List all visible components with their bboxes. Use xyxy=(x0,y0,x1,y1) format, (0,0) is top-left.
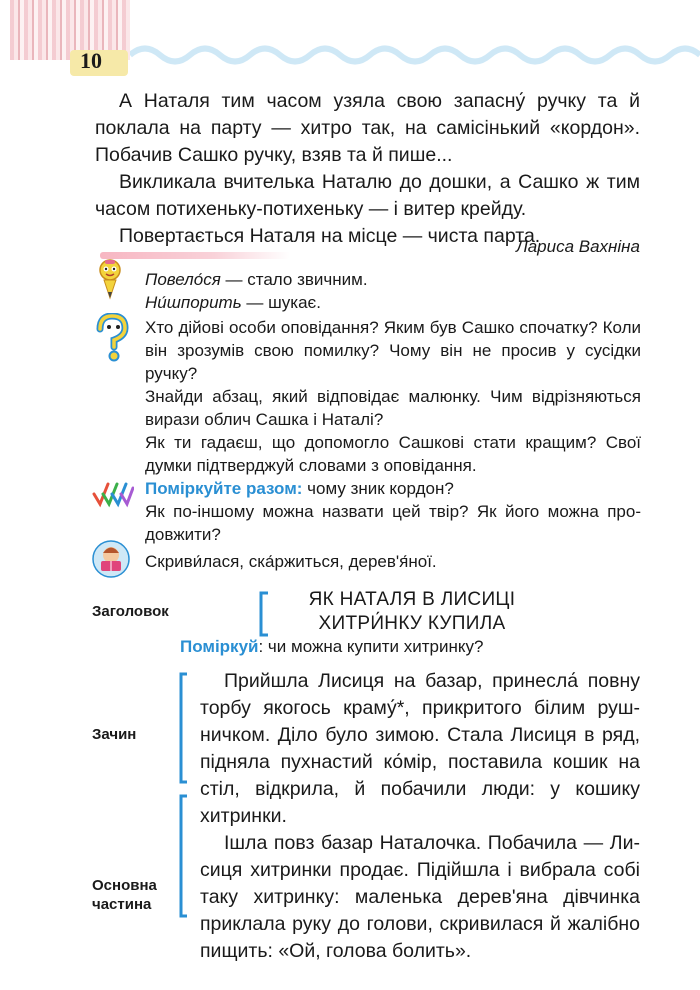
story-text xyxy=(95,88,640,250)
label-main-line: Основна xyxy=(92,877,157,894)
label-title: Заголовок xyxy=(92,603,169,620)
question-item: Хто дійові особи оповідання? Яким був Сашко спочатку? Коли він зрозумів свою помилку? Чому він не просив у сусідки ручку? xyxy=(145,318,641,383)
page-number: 10 xyxy=(80,48,102,73)
header-wave-decoration xyxy=(130,40,700,70)
think-prompt xyxy=(180,637,483,657)
glossary-term: Ни́шпорить xyxy=(145,293,242,312)
checkmarks-icon xyxy=(92,480,134,508)
reading-words: Скриви́лася, ска́ржиться, дерев'я́ної. xyxy=(145,552,437,571)
pencil-icon xyxy=(96,258,124,300)
glossary-item xyxy=(145,291,368,314)
pink-ribbon-decoration xyxy=(100,252,290,259)
discuss-label: Поміркуйте разом: xyxy=(145,479,303,498)
question-mark-icon xyxy=(92,313,130,363)
author-name: Лариса Вахніна xyxy=(516,237,640,256)
glossary-item xyxy=(145,268,368,291)
intro-bracket xyxy=(178,672,188,784)
questions-block xyxy=(145,316,641,546)
tale-title-line: ХИТРИ́НКУ КУПИЛА xyxy=(318,613,506,634)
label-intro: Зачин xyxy=(92,726,137,743)
question-item: Як по-іншому можна назвати цей твір? Як його можна продовжити? xyxy=(145,502,641,544)
story-paragraph: Викликала вчителька Наталю до дошки, а Сашко ж тим часом потихеньку-потихеньку — і витер крейду. xyxy=(95,171,640,220)
question-item: Знайди абзац, який відповідає малюнку. Чим відрізняються вирази облич Сашка і Наталі? xyxy=(145,387,641,429)
label-main-line: частина xyxy=(92,896,152,913)
glossary xyxy=(145,268,368,314)
think-label: Поміркуй xyxy=(180,637,259,656)
reading-child-icon xyxy=(92,540,130,578)
discuss-text: чому зник кордон? xyxy=(302,479,454,498)
tale-title xyxy=(282,588,542,636)
story-paragraph: А Наталя тим часом узяла свою запасну́ ручку та й поклала на парту — хитро так, на самісінький «кордон». Побачив Сашко ручку, взяв та й пише... xyxy=(95,90,640,166)
label-main-part xyxy=(92,876,157,914)
discuss-question xyxy=(145,477,641,500)
tale-title-line: ЯК НАТАЛЯ В ЛИСИЦІ xyxy=(308,589,516,610)
title-bracket xyxy=(258,591,270,637)
story-paragraph: Повертається Наталя на місце — чиста парта. xyxy=(119,225,541,247)
think-text: : чи можна купити хитринку? xyxy=(258,637,484,656)
tale-main-paragraph: Ішла повз базар Наталочка. Побачила — Лисиця хитринки продає. Підійшла і вибрала собі таку хитринку: маленька дерев'яна дівчинка приклала руку до голови, скривилася й жалібно пищить: «Ой, голова болить». xyxy=(200,832,640,962)
glossary-definition: — шукає. xyxy=(241,293,321,312)
main-bracket xyxy=(178,794,188,918)
tale-text xyxy=(200,668,640,965)
question-item: Як ти гадаєш, що допомогло Сашкові стати кращим? Свої думки підтверджуй словами з оповідання. xyxy=(145,433,641,475)
glossary-definition: — стало звичним. xyxy=(220,270,368,289)
glossary-term: Повело́ся xyxy=(145,270,221,289)
tale-intro-paragraph: Прийшла Лисиця на базар, принесла́ повну торбу якогось краму́*, прикритого білим рушничком. Діло було зимою. Стала Лисиця в ряд, підняла пухнастий ко́мір, поставила кошик на стіл, відкрила, й побачили люди: у кошику хитринки. xyxy=(200,670,640,827)
